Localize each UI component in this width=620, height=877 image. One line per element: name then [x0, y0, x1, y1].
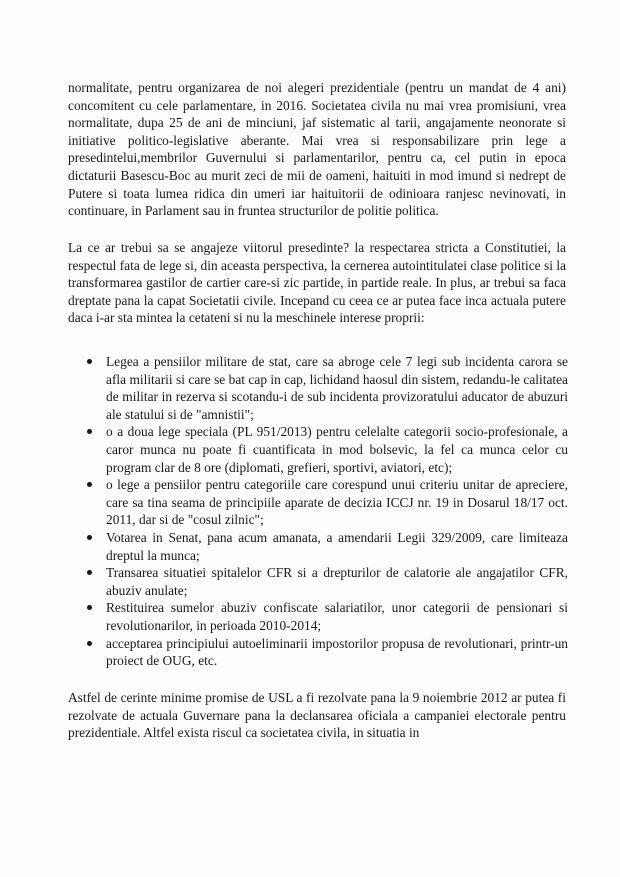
list-item: [87, 476, 568, 529]
bullet-icon: [87, 482, 92, 487]
paragraph-viitorul-presedinte: La ce ar trebui sa se angajeze viitorul presedinte? la respectarea stricta a Constitutiei, la respectul fata de lege si, din aceasta perspectiva, la cernerea autointitulatei clase politice si la transformarea gastilor de cartier care-si zic partide, in partide reale. In plus, ar trebui sa faca dreptate pana la capat Societatii civile. Incepand cu ceea ce ar putea face inca actuala putere daca i-ar sta mintea la cetateni si nu la meschinele interese proprii:: [68, 240, 566, 326]
bullet-icon: [87, 605, 92, 610]
list-item-text: Restituirea sumelor abuziv confiscate salariatilor, unor categorii de pensionari si revolutionarilor, in perioada 2010-2014;: [106, 600, 568, 633]
demands-bullet-list: [87, 353, 568, 670]
list-item: [87, 423, 568, 476]
list-item: [87, 599, 568, 634]
list-item-text: o lege a pensiilor pentru categoriile care corespund unui criteriu unitar de apreciere, care sa tina seama de principiile aparate de decizia ICCJ nr. 19 in Dosarul 18/17 oct. 2011, dar si de "cosul zilnic";: [106, 477, 568, 528]
list-item: [87, 564, 568, 599]
bullet-icon: [87, 535, 92, 540]
bullet-icon: [87, 641, 92, 646]
list-item: [87, 635, 568, 670]
bullet-icon: [87, 359, 92, 364]
paragraph-normalitate: normalitate, pentru organizarea de noi alegeri prezidentiale (pentru un mandat de 4 ani) concomitent cu cele parlamentare, in 2016. Societatea civila nu mai vrea promisiuni, vrea normalitate, dupa 25 de ani de minciuni, jaf sistematic al tarii, angajamente neonorate si initiative politico-legislative aberante. Mai vrea si responsabilizare prin lege a presedintelui,membrilor Guvernului si parlamentarilor, pentru ca, cel putin in epoca dictaturii Basescu-Boc au murit zeci de mii de oameni, haituiti in mod imund si nedrept de Putere si toata lumea ridica din umeri iar haituitorii de odinioara ranjesc nevinovati, in continuare, in Parlament sau in fruntea structurilor de politie politica.: [68, 80, 566, 219]
bullet-icon: [87, 570, 92, 575]
list-item: [87, 529, 568, 564]
list-item-text: Votarea in Senat, pana acum amanata, a amendarii Legii 329/2009, care limiteaza dreptul la munca;: [106, 529, 568, 563]
paragraph-cerinte-minime: Astfel de cerinte minime promise de USL a fi rezolvate pana la 9 noiembrie 2012 ar putea fi rezolvate de actuala Guvernare pana la declansarea oficiala a campaniei electorale pentru prezidentiale. Altfel exista riscul ca societatea civila, in situatia in: [68, 690, 566, 741]
list-item-text: Transarea situatiei spitalelor CFR si a drepturilor de calatorie ale angajatilor CFR, abuziv anulate;: [106, 565, 568, 598]
bullet-icon: [87, 429, 92, 434]
list-item-text: acceptarea principiului autoeliminarii impostorilor propusa de revolutionari, printr-un proiect de OUG, etc.: [106, 635, 568, 669]
list-item: [87, 353, 568, 423]
list-item-text: o a doua lege speciala (PL 951/2013) pentru celelalte categorii socio-profesionale, a caror munca nu poate fi cuantificata in mod bolsevic, la fel ca munca celor cu program clar de 8 ore (diplomati, grefieri, sportivi, aviatori, etc);: [106, 424, 568, 475]
list-item-text: Legea a pensiilor militare de stat, care sa abroge cele 7 legi sub incidenta carora se afla militarii si care se bat cap in cap, lichidand haosul din sistem, redandu-le calitatea de militar in rezerva si scotandu-i de sub incidenta provizoratului aducator de abuzuri ale statului si de "amnistii";: [106, 354, 568, 422]
